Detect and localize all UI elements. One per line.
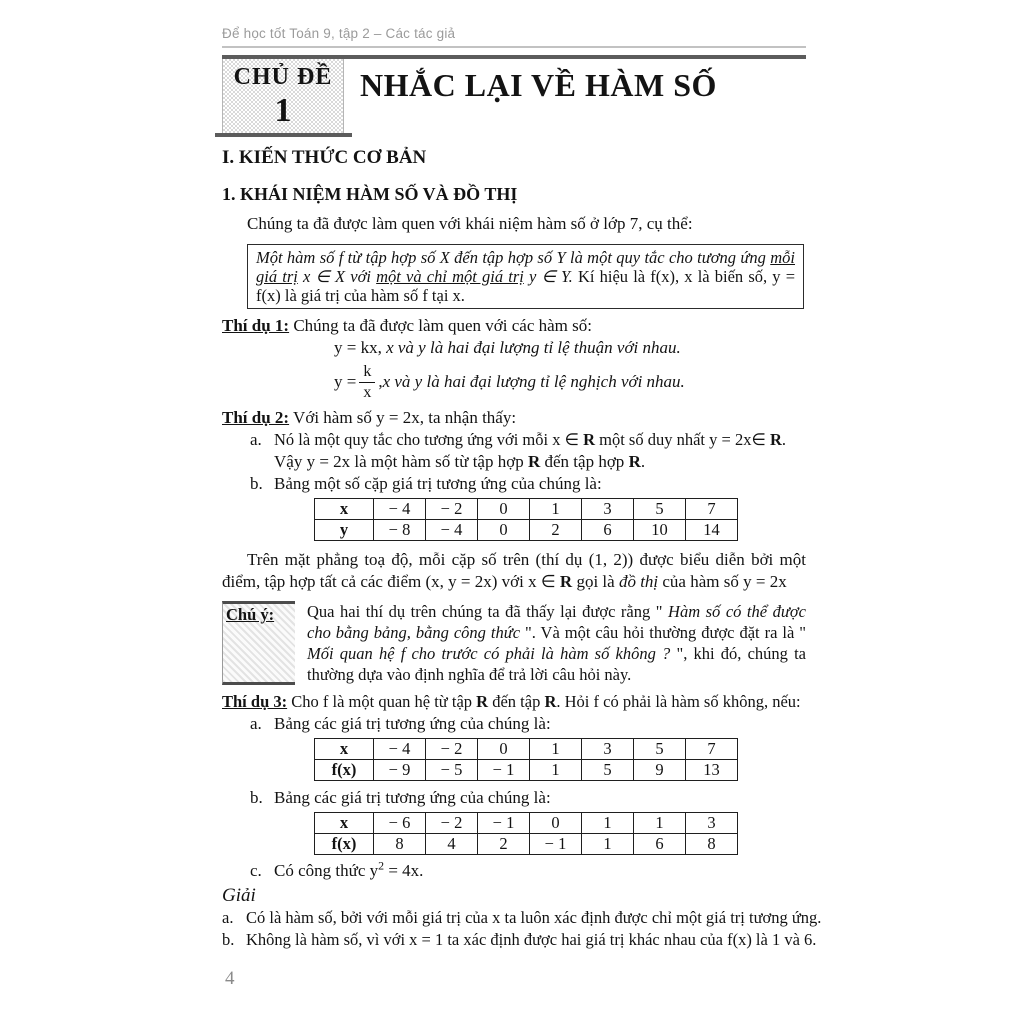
value-cell: 1 — [530, 499, 582, 520]
section-heading: I. KIẾN THỨC CƠ BẢN — [222, 147, 427, 168]
list-item — [250, 787, 806, 809]
value-cell: 13 — [686, 760, 738, 781]
list-item — [250, 713, 806, 735]
example2-intro: Với hàm số y = 2x, ta nhận thấy: — [293, 408, 517, 427]
value-cell: − 5 — [426, 760, 478, 781]
list-marker: b. — [250, 474, 263, 493]
list-marker: a. — [222, 908, 234, 927]
page-content — [222, 26, 822, 951]
definition-box: Một hàm số f từ tập hợp số X đến tập hợp số Y là một quy tắc cho tương ứng mỗi giá trị x ∈ X với một và chỉ một giá trị y ∈ Y. Kí hiệu là f(x), x là biến số, y = f(x) là giá trị của hàm số f tại x. — [247, 244, 804, 309]
example3-heading — [222, 691, 806, 713]
list-item — [250, 860, 806, 882]
value-cell: − 4 — [426, 520, 478, 541]
list-item-text — [274, 429, 806, 473]
fraction-denominator: x — [363, 384, 372, 401]
value-cell: 3 — [582, 499, 634, 520]
solution-item — [222, 907, 822, 929]
equation-description: x và y là hai đại lượng tỉ lệ nghịch với nhau. — [382, 372, 685, 391]
value-cell: − 1 — [478, 760, 530, 781]
value-cell: 9 — [634, 760, 686, 781]
list-item-text: Bảng các giá trị tương ứng của chúng là: — [274, 788, 551, 807]
list-marker: b. — [222, 930, 235, 949]
solution-text: Có là hàm số, bởi với mỗi giá trị của x ta luôn xác định được chỉ một giá trị tương ứng. — [246, 908, 822, 927]
value-cell: 8 — [374, 834, 426, 855]
value-cell: − 2 — [426, 499, 478, 520]
value-cell: 7 — [686, 499, 738, 520]
value-cell: − 4 — [374, 499, 426, 520]
list-marker: a. — [250, 430, 262, 449]
page-number: 4 — [225, 968, 235, 989]
fraction-numerator: k — [359, 363, 375, 383]
fraction — [359, 363, 375, 401]
example2-heading — [222, 407, 806, 429]
equation-lhs: y = — [334, 372, 357, 391]
value-cell: 14 — [686, 520, 738, 541]
list-item-text: Có công thức $y^2 = 4x$. — [274, 858, 424, 880]
value-cell: 2 — [530, 520, 582, 541]
value-cell: 0 — [478, 499, 530, 520]
list-marker: c. — [250, 861, 262, 880]
chapter-label: CHỦ ĐỀ — [233, 64, 333, 90]
graph-paragraph: Trên mặt phẳng toạ độ, mỗi cặp số trên (thí dụ (1, 2)) được biểu diễn bởi một điểm, tập hợp tất cả các điểm (x, y = 2x) với x ∈ R gọi là đồ thị của hàm số y = 2x — [222, 550, 806, 591]
row-header-cell: f(x) — [315, 760, 374, 781]
note-label: Chú ý: — [226, 605, 275, 624]
note-tab — [222, 601, 295, 685]
value-cell: − 4 — [374, 739, 426, 760]
value-cell: − 2 — [426, 813, 478, 834]
example3-label: Thí dụ 3: — [222, 692, 288, 711]
banner-bottom-rule — [215, 133, 352, 137]
value-cell: 5 — [634, 739, 686, 760]
value-cell: 4 — [426, 834, 478, 855]
intro-paragraph: Chúng ta đã được làm quen với khái niệm hàm số ở lớp 7, cụ thể: — [247, 214, 693, 233]
item-line: Nó là một quy tắc cho tương ứng với mỗi x ∈ R một số duy nhất y = 2x∈ R. — [274, 430, 786, 449]
list-item-text: Bảng các giá trị tương ứng của chúng là: — [274, 714, 551, 733]
value-table-xy — [314, 498, 738, 541]
chapter-banner — [222, 55, 806, 137]
equation-comma: , — [378, 372, 383, 391]
solution-item — [222, 929, 817, 951]
equation-linear: y = kx, x và y là hai đại lượng tỉ lệ thuận với nhau. — [334, 338, 681, 357]
list-item — [250, 429, 806, 473]
value-cell: 10 — [634, 520, 686, 541]
item-line: Vậy y = 2x là một hàm số từ tập hợp R đến tập hợp R. — [274, 452, 646, 471]
value-cell: 3 — [686, 813, 738, 834]
list-item-text: Bảng một số cặp giá trị tương ứng của chúng là: — [274, 474, 602, 493]
chapter-number: 1 — [274, 92, 292, 129]
solution-heading: Giải — [222, 885, 256, 906]
banner-row — [222, 59, 806, 137]
chapter-title: NHẮC LẠI VỀ HÀM SỐ — [360, 67, 717, 103]
value-cell: 5 — [582, 760, 634, 781]
chapter-box — [222, 59, 344, 133]
value-table-fx-2 — [314, 812, 738, 855]
value-cell: − 1 — [478, 813, 530, 834]
value-cell: 6 — [582, 520, 634, 541]
example1-heading — [222, 315, 806, 337]
value-cell: − 8 — [374, 520, 426, 541]
value-cell: 1 — [634, 813, 686, 834]
value-cell: 7 — [686, 739, 738, 760]
example1-intro: Chúng ta đã được làm quen với các hàm số: — [293, 316, 592, 335]
list-marker: a. — [250, 714, 262, 733]
value-cell: 1 — [582, 813, 634, 834]
subsection-heading: 1. KHÁI NIỆM HÀM SỐ VÀ ĐỒ THỊ — [222, 184, 518, 204]
example3-intro: Cho f là một quan hệ từ tập R đến tập R. Hỏi f có phải là hàm số không, nếu: — [291, 692, 801, 711]
chapter-box-column — [222, 59, 344, 137]
list-item — [250, 473, 806, 495]
value-cell: − 9 — [374, 760, 426, 781]
value-cell: 1 — [530, 739, 582, 760]
value-cell: 6 — [634, 834, 686, 855]
value-cell: − 2 — [426, 739, 478, 760]
row-header-cell: x — [315, 813, 374, 834]
value-cell: 8 — [686, 834, 738, 855]
solution-text: Không là hàm số, vì với x = 1 ta xác định được hai giá trị khác nhau của f(x) là 1 và 6. — [246, 930, 817, 949]
value-cell: 1 — [582, 834, 634, 855]
row-header-cell: f(x) — [315, 834, 374, 855]
value-cell: 1 — [530, 760, 582, 781]
list-marker: b. — [250, 788, 263, 807]
value-table-fx-1 — [314, 738, 738, 781]
row-header-cell: x — [315, 499, 374, 520]
value-cell: 3 — [582, 739, 634, 760]
row-header-cell: y — [315, 520, 374, 541]
value-cell: 2 — [478, 834, 530, 855]
note-block — [222, 601, 806, 685]
running-header: Để học tốt Toán 9, tập 2 – Các tác giả — [222, 26, 806, 48]
equation-inverse — [334, 363, 806, 401]
value-cell: 0 — [478, 520, 530, 541]
example2-label: Thí dụ 2: — [222, 408, 290, 427]
note-text: Qua hai thí dụ trên chúng ta đã thấy lại được rằng " Hàm số có thể được cho bằng bảng, bằng công thức ". Và một câu hỏi thường được đặt ra là " Mối quan hệ f cho trước có phải là hàm số không ? ", khi đó, chúng ta thường dựa vào định nghĩa để trả lời câu hỏi này. — [307, 602, 806, 684]
value-cell: − 1 — [530, 834, 582, 855]
example1-label: Thí dụ 1: — [222, 316, 290, 335]
row-header-cell: x — [315, 739, 374, 760]
value-cell: 5 — [634, 499, 686, 520]
value-cell: − 6 — [374, 813, 426, 834]
value-cell: 0 — [478, 739, 530, 760]
value-cell: 0 — [530, 813, 582, 834]
